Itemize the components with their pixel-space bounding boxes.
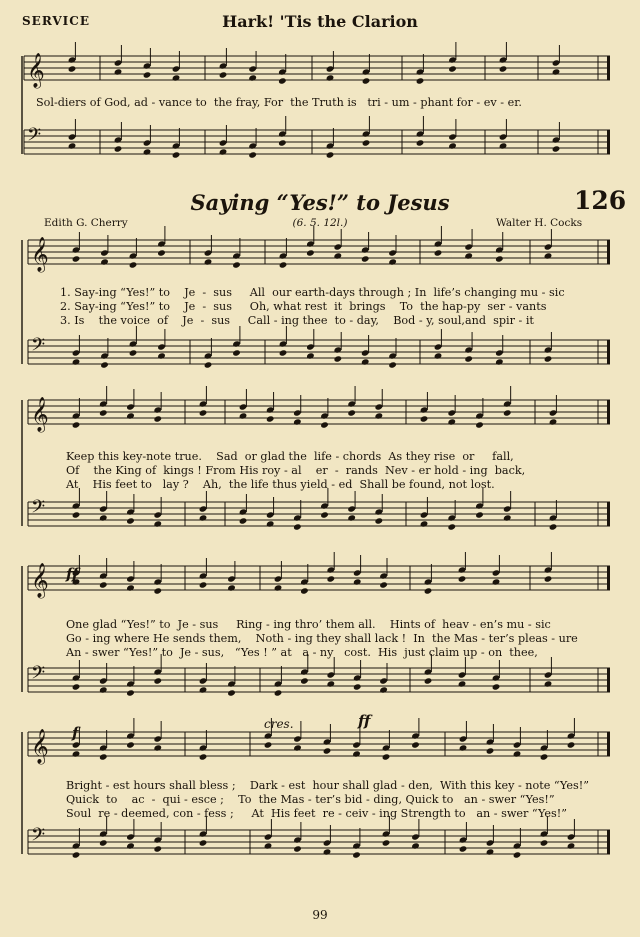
note-head bbox=[68, 142, 77, 149]
note-head bbox=[362, 139, 371, 146]
note-head bbox=[72, 421, 81, 428]
note-head bbox=[544, 355, 553, 362]
verse-line: Go - ing where He sends them, Noth - ing they shall lack ! In the Mas - ter’s pleas - ure bbox=[66, 632, 578, 645]
note-head bbox=[495, 255, 504, 262]
note-head bbox=[172, 151, 181, 158]
treble-clef-icon: 𝄞 bbox=[31, 729, 49, 764]
bass-clef-icon: 𝄢 bbox=[31, 335, 46, 360]
note-head bbox=[232, 349, 241, 356]
final-barline bbox=[607, 56, 610, 80]
note-head bbox=[334, 252, 343, 259]
dynamic-marking: cres. bbox=[264, 717, 294, 731]
note-head bbox=[327, 575, 336, 582]
note-head bbox=[199, 514, 208, 521]
note-head bbox=[293, 418, 302, 425]
note-head bbox=[199, 409, 208, 416]
note-head bbox=[293, 523, 302, 530]
note-head bbox=[326, 151, 335, 158]
note-head bbox=[219, 71, 228, 78]
note-head bbox=[199, 839, 208, 846]
note-head bbox=[347, 514, 356, 521]
note-head bbox=[567, 741, 576, 748]
note-head bbox=[327, 680, 336, 687]
note-head bbox=[199, 581, 208, 588]
note-head bbox=[499, 65, 508, 72]
treble-clef-icon: 𝄞 bbox=[31, 237, 49, 272]
note-head bbox=[411, 741, 420, 748]
note-head bbox=[552, 68, 561, 75]
note-head bbox=[129, 349, 138, 356]
treble-clef-icon: 𝄞 bbox=[27, 53, 45, 88]
note-head bbox=[475, 511, 484, 518]
note-head bbox=[353, 683, 362, 690]
note-head bbox=[353, 578, 362, 585]
note-head bbox=[300, 587, 309, 594]
note-head bbox=[266, 520, 275, 527]
verse-line: 3. Is the voice of Je - sus Call - ing thee to - day, Bod - y, soul,and spir - it bbox=[60, 314, 534, 327]
note-head bbox=[379, 581, 388, 588]
note-head bbox=[549, 523, 558, 530]
note-head bbox=[447, 418, 456, 425]
note-head bbox=[306, 249, 315, 256]
dynamic-marking: f bbox=[72, 724, 79, 742]
verse-line: 1. Say-ing “Yes!” to Je - sus All our earth-days through ; In life’s changing mu - sic bbox=[60, 286, 565, 299]
verse-line: Keep this key-note true. Sad or glad the life - chords As they rise or fall, bbox=[66, 450, 514, 463]
note-head bbox=[72, 511, 81, 518]
note-head bbox=[227, 689, 236, 696]
note-head bbox=[204, 361, 213, 368]
note-head bbox=[278, 139, 287, 146]
note-head bbox=[279, 349, 288, 356]
verse-line: Quick to ac - qui - esce ; To the Mas - ter’s bid - ding, Quick to an - swer “Yes!” bbox=[66, 793, 555, 806]
note-head bbox=[264, 842, 273, 849]
note-head bbox=[204, 258, 213, 265]
note-head bbox=[72, 750, 81, 757]
note-head bbox=[72, 358, 81, 365]
note-head bbox=[375, 412, 384, 419]
note-head bbox=[279, 261, 288, 268]
note-head bbox=[248, 151, 257, 158]
note-head bbox=[323, 848, 332, 855]
note-head bbox=[334, 355, 343, 362]
note-head bbox=[172, 74, 181, 81]
note-head bbox=[143, 148, 152, 155]
final-barline bbox=[607, 566, 610, 590]
final-barline bbox=[607, 732, 610, 756]
verse-line: One glad “Yes!” to Je - sus Ring - ing thro’ them all. Hints of heav - en’s mu - sic bbox=[66, 618, 551, 631]
note-head bbox=[278, 77, 287, 84]
final-barline bbox=[607, 668, 610, 692]
final-barline bbox=[607, 400, 610, 424]
hymn-author: Edith G. Cherry bbox=[44, 217, 128, 229]
note-head bbox=[362, 77, 371, 84]
note-head bbox=[199, 686, 208, 693]
note-head bbox=[544, 575, 553, 582]
note-head bbox=[153, 744, 162, 751]
note-head bbox=[248, 74, 257, 81]
note-head bbox=[552, 145, 561, 152]
note-head bbox=[447, 523, 456, 530]
note-head bbox=[513, 851, 522, 858]
note-head bbox=[114, 68, 123, 75]
note-head bbox=[486, 747, 495, 754]
note-head bbox=[458, 680, 467, 687]
note-head bbox=[416, 77, 425, 84]
note-head bbox=[388, 258, 397, 265]
note-head bbox=[143, 71, 152, 78]
note-head bbox=[544, 252, 553, 259]
verse-line: Soul re - deemed, con - fess ; At His feet re - ceiv - ing Strength to an - swer “Yes!” bbox=[66, 807, 567, 820]
top-hymn-lyric: Sol-diers of God, ad - vance to the fray, For the Truth is tri - um - phant for - ev - er. bbox=[36, 96, 522, 109]
note-head bbox=[99, 686, 108, 693]
section-label: SERVICE bbox=[22, 14, 90, 28]
note-head bbox=[99, 753, 108, 760]
note-head bbox=[475, 421, 484, 428]
note-head bbox=[459, 744, 468, 751]
note-head bbox=[464, 355, 473, 362]
note-head bbox=[264, 741, 273, 748]
note-head bbox=[420, 520, 429, 527]
note-head bbox=[347, 409, 356, 416]
verse-line: Bright - est hours shall bless ; Dark - est hour shall glad - den, With this key - note “Yes!” bbox=[66, 779, 589, 792]
final-barline bbox=[607, 340, 610, 364]
note-head bbox=[293, 845, 302, 852]
note-head bbox=[72, 851, 81, 858]
note-head bbox=[300, 677, 309, 684]
note-head bbox=[227, 584, 236, 591]
treble-clef-icon: 𝄞 bbox=[31, 563, 49, 598]
note-head bbox=[126, 584, 135, 591]
note-head bbox=[320, 421, 329, 428]
dynamic-marking: ff bbox=[66, 565, 79, 583]
note-head bbox=[68, 65, 77, 72]
hymn-composer: Walter H. Cocks bbox=[496, 217, 583, 229]
note-head bbox=[129, 261, 138, 268]
bass-clef-icon: 𝄢 bbox=[27, 125, 42, 150]
note-head bbox=[100, 258, 109, 265]
hymn-title: Saying “Yes!” to Jesus bbox=[190, 190, 450, 215]
note-head bbox=[492, 683, 501, 690]
note-head bbox=[72, 683, 81, 690]
note-head bbox=[153, 587, 162, 594]
bass-clef-icon: 𝄢 bbox=[31, 663, 46, 688]
note-head bbox=[388, 361, 397, 368]
note-head bbox=[126, 842, 135, 849]
note-head bbox=[492, 578, 501, 585]
note-head bbox=[153, 415, 162, 422]
note-head bbox=[274, 584, 283, 591]
note-head bbox=[352, 851, 361, 858]
final-barline bbox=[607, 830, 610, 854]
note-head bbox=[352, 750, 361, 757]
note-head bbox=[448, 65, 457, 72]
note-head bbox=[219, 148, 228, 155]
note-head bbox=[382, 839, 391, 846]
note-head bbox=[232, 261, 241, 268]
note-head bbox=[424, 677, 433, 684]
note-head bbox=[323, 747, 332, 754]
treble-clef-icon: 𝄞 bbox=[31, 397, 49, 432]
note-head bbox=[503, 409, 512, 416]
note-head bbox=[320, 511, 329, 518]
note-head bbox=[540, 839, 549, 846]
note-head bbox=[239, 412, 248, 419]
note-head bbox=[361, 255, 370, 262]
page-number: 99 bbox=[312, 908, 328, 922]
note-head bbox=[153, 845, 162, 852]
note-head bbox=[126, 412, 135, 419]
note-head bbox=[99, 581, 108, 588]
note-head bbox=[434, 249, 443, 256]
note-head bbox=[114, 145, 123, 152]
note-head bbox=[100, 361, 109, 368]
final-barline bbox=[607, 130, 610, 154]
note-head bbox=[486, 848, 495, 855]
note-head bbox=[361, 358, 370, 365]
note-head bbox=[448, 142, 457, 149]
note-head bbox=[99, 839, 108, 846]
note-head bbox=[293, 744, 302, 751]
note-head bbox=[459, 845, 468, 852]
dynamic-marking: ff bbox=[358, 712, 371, 730]
note-head bbox=[239, 517, 248, 524]
note-head bbox=[99, 514, 108, 521]
note-head bbox=[306, 352, 315, 359]
note-head bbox=[540, 753, 549, 760]
note-head bbox=[266, 415, 275, 422]
note-head bbox=[382, 753, 391, 760]
note-head bbox=[126, 517, 135, 524]
note-head bbox=[464, 252, 473, 259]
note-head bbox=[424, 587, 433, 594]
note-head bbox=[99, 409, 108, 416]
note-head bbox=[274, 689, 283, 696]
note-head bbox=[126, 741, 135, 748]
note-head bbox=[513, 750, 522, 757]
note-head bbox=[420, 415, 429, 422]
note-head bbox=[326, 74, 335, 81]
note-head bbox=[153, 520, 162, 527]
bass-clef-icon: 𝄢 bbox=[31, 825, 46, 850]
final-barline bbox=[607, 502, 610, 526]
note-head bbox=[458, 575, 467, 582]
note-head bbox=[157, 249, 166, 256]
top-hymn-title: Hark! 'Tis the Clarion bbox=[222, 12, 418, 31]
note-head bbox=[157, 352, 166, 359]
note-head bbox=[199, 753, 208, 760]
note-head bbox=[567, 842, 576, 849]
note-head bbox=[416, 139, 425, 146]
note-head bbox=[375, 517, 384, 524]
final-barline bbox=[607, 240, 610, 264]
note-head bbox=[72, 255, 81, 262]
hymn-number: 126 bbox=[574, 186, 627, 215]
note-head bbox=[549, 418, 558, 425]
note-head bbox=[499, 142, 508, 149]
note-head bbox=[126, 689, 135, 696]
note-head bbox=[153, 677, 162, 684]
note-head bbox=[495, 358, 504, 365]
note-head bbox=[544, 680, 553, 687]
note-head bbox=[379, 686, 388, 693]
hymn-meter: (6. 5. 12l.) bbox=[292, 217, 348, 229]
note-head bbox=[434, 352, 443, 359]
verse-line: At His feet to lay ? Ah, the life thus yield - ed Shall be found, not lost. bbox=[66, 478, 495, 491]
verse-line: Of the King of kings ! From His roy - al er - rands Nev - er hold - ing back, bbox=[66, 464, 526, 477]
note-head bbox=[503, 514, 512, 521]
verse-line: An - swer “Yes!” to Je - sus, “Yes ! ” at a - ny cost. His just claim up - on thee, bbox=[66, 646, 538, 659]
note-head bbox=[411, 842, 420, 849]
bass-clef-icon: 𝄢 bbox=[31, 497, 46, 522]
verse-line: 2. Say-ing “Yes!” to Je - sus Oh, what rest it brings To the hap-py ser - vants bbox=[60, 300, 547, 313]
